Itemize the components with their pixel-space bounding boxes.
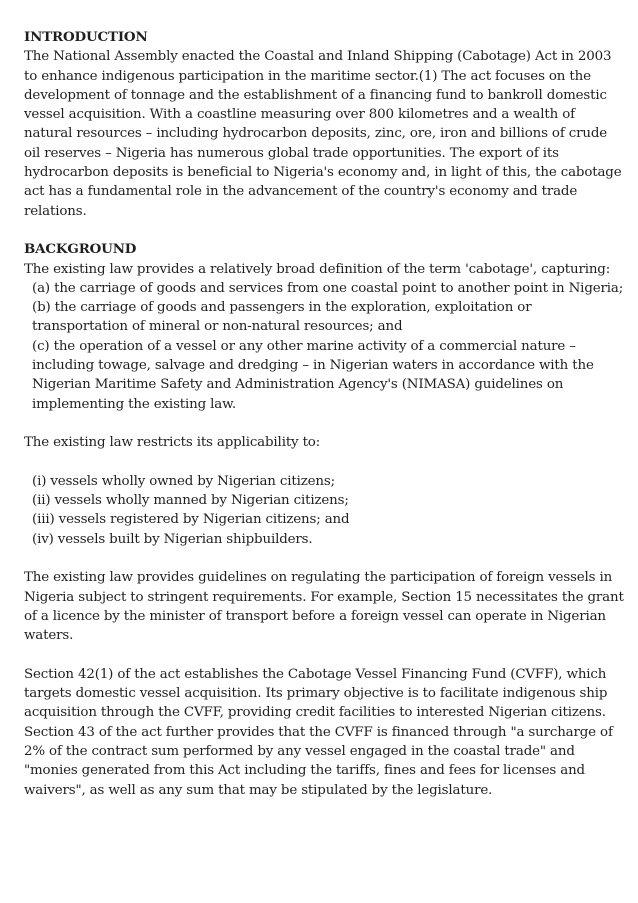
document-page bbox=[24, 28, 624, 800]
paragraph-gap bbox=[24, 414, 624, 433]
introduction-paragraph: The National Assembly enacted the Coastal and Inland Shipping (Cabotage) Act in 2003 to enhance indigenous participation in the maritime sector.(1) The act focuses on the development of tonnage and the establishment of a financing fund to bankroll domestic vessel acquisition. With a coastline measuring over 800 kilometres and a wealth of natural resources – including hydrocarbon deposits, zinc, ore, iron and billions of crude oil reserves – Nigeria has numerous global trade opportunities. The export of its hydrocarbon deposits is beneficial to Nigeria's economy and, in light of this, the cabotage act has a fundamental role in the advancement of the country's economy and trade relations. bbox=[24, 49, 622, 219]
restriction-intro: The existing law restricts its applicability to: bbox=[24, 435, 321, 451]
definition-item-c: (c) the operation of a vessel or any other marine activity of a commercial nature – including towage, salvage and dredging – in Nigerian waters in accordance with the Nigerian Maritime Safety and Administration Agency's (NIMASA) guidelines on implementing the existing law. bbox=[32, 338, 594, 412]
paragraph-gap bbox=[24, 549, 624, 568]
section-gap bbox=[24, 221, 624, 240]
background-intro: The existing law provides a relatively broad definition of the term 'cabotage', capturing: bbox=[24, 261, 611, 277]
foreign-vessels-paragraph: The existing law provides guidelines on regulating the participation of foreign vessels in Nigeria subject to stringent requirements. For example, Section 15 necessitates the grant of a licence by the minister of transport before a foreign vessel can operate in Nigerian waters. bbox=[24, 570, 624, 644]
restriction-item-ii: (ii) vessels wholly manned by Nigerian citizens; bbox=[32, 493, 349, 509]
restriction-item-i: (i) vessels wholly owned by Nigerian citizens; bbox=[32, 473, 335, 489]
paragraph-gap bbox=[24, 453, 624, 472]
definition-item-b: (b) the carriage of goods and passengers in the exploration, exploitation or transportation of mineral or non-natural resources; and bbox=[32, 300, 532, 335]
cvff-paragraph: Section 42(1) of the act establishes the Cabotage Vessel Financing Fund (CVFF), which targets domestic vessel acquisition. Its primary objective is to facilitate indigenous ship acquisition through the CVFF, providing credit facilities to interested Nigerian citizens. Section 43 of the act further provides that the CVFF is financed through "a surcharge of 2% of the contract sum performed by any vessel engaged in the coastal trade" and "monies generated from this Act including the tariffs, fines and fees for licenses and waivers", as well as any sum that may be stipulated by the legislature. bbox=[24, 666, 613, 798]
background-heading: BACKGROUND bbox=[24, 241, 137, 258]
paragraph-gap bbox=[24, 646, 624, 665]
restriction-item-iv: (iv) vessels built by Nigerian shipbuilders. bbox=[32, 531, 313, 547]
definition-item-a: (a) the carriage of goods and services from one coastal point to another point in Nigeria; bbox=[32, 280, 624, 296]
restriction-item-iii: (iii) vessels registered by Nigerian citizens; and bbox=[32, 512, 350, 528]
introduction-heading: INTRODUCTION bbox=[24, 29, 148, 45]
